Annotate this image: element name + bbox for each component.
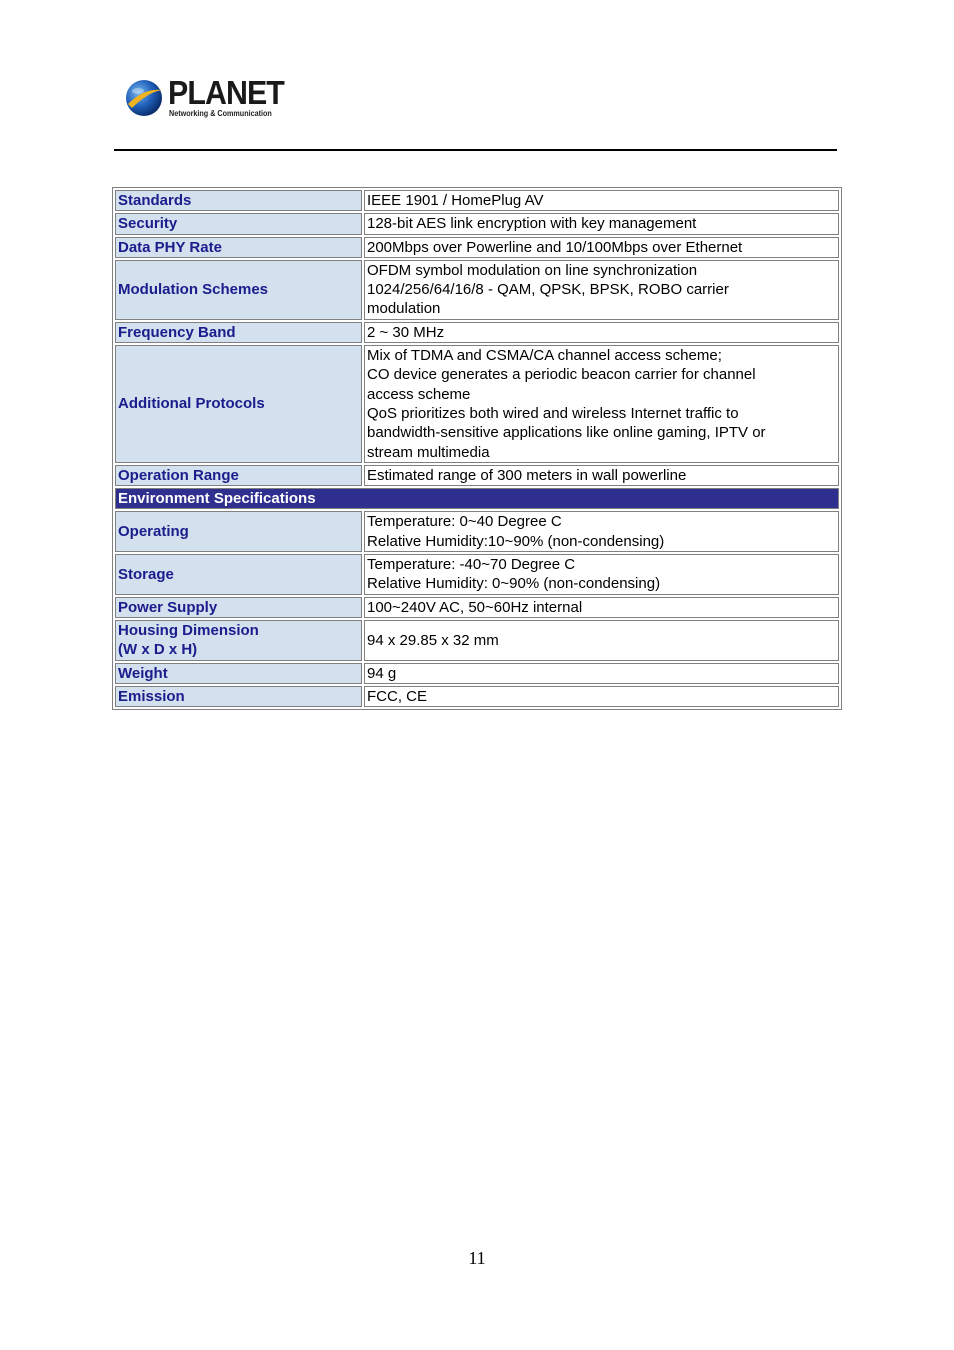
spec-value-line: stream multimedia <box>367 443 490 461</box>
spec-value <box>364 237 839 258</box>
spec-label-line: Data PHY Rate <box>118 238 222 256</box>
section-header-row <box>115 488 839 509</box>
spec-label <box>115 322 362 343</box>
spec-label-line: Storage <box>118 565 174 583</box>
spec-label-line: Standards <box>118 192 192 209</box>
spec-value-line: 2 ~ 30 MHz <box>367 323 445 341</box>
spec-row <box>115 465 839 486</box>
spec-label-line: Housing Dimension <box>118 621 259 639</box>
globe-logo-icon <box>124 78 164 118</box>
spec-row <box>115 511 839 552</box>
spec-row <box>115 237 839 258</box>
spec-label-line: Security <box>118 215 178 233</box>
spec-value-line: QoS prioritizes both wired and wireless Internet traffic to <box>367 404 739 422</box>
spec-value-line: OFDM symbol modulation on line synchronization <box>367 261 698 279</box>
spec-value <box>364 554 839 595</box>
spec-label <box>115 686 362 707</box>
spec-row <box>115 554 839 595</box>
spec-row <box>115 620 839 661</box>
spec-value-line: CO device generates a periodic beacon carrier for channel <box>367 366 756 384</box>
spec-label <box>115 597 362 618</box>
spec-value-line: Relative Humidity: 0~90% (non-condensing) <box>367 575 661 593</box>
spec-value-line: FCC, CE <box>367 687 427 705</box>
spec-value-line: Mix of TDMA and CSMA/CA channel access scheme; <box>367 347 722 365</box>
spec-value-line: 94 x 29.85 x 32 mm <box>367 631 499 649</box>
spec-value-line: IEEE 1901 / HomePlug AV <box>367 192 544 209</box>
spec-value <box>364 260 839 320</box>
spec-label-line: Power Supply <box>118 598 218 616</box>
spec-label <box>115 620 362 661</box>
spec-label-line: Weight <box>118 664 168 682</box>
spec-value-line: bandwidth-sensitive applications like online gaming, IPTV or <box>367 424 766 442</box>
spec-value <box>364 663 839 684</box>
spec-label <box>115 345 362 463</box>
spec-value <box>364 190 839 211</box>
spec-row <box>115 686 839 707</box>
spec-value-line: Estimated range of 300 meters in wall powerline <box>367 466 687 484</box>
specifications-body <box>115 190 839 707</box>
spec-label <box>115 465 362 486</box>
spec-row <box>115 260 839 320</box>
spec-row <box>115 322 839 343</box>
spec-value-line: 128-bit AES link encryption with key management <box>367 215 697 233</box>
spec-label <box>115 260 362 320</box>
spec-row <box>115 663 839 684</box>
spec-value <box>364 686 839 707</box>
brand-wordmark: PLANET <box>168 74 284 111</box>
spec-label-line: (W x D x H) <box>118 641 198 659</box>
spec-row <box>115 190 839 211</box>
spec-label-line: Additional Protocols <box>118 395 265 413</box>
spec-value <box>364 511 839 552</box>
spec-value <box>364 597 839 618</box>
spec-label <box>115 663 362 684</box>
spec-label <box>115 190 362 211</box>
spec-value-line: Temperature: 0~40 Degree C <box>367 513 562 531</box>
spec-label <box>115 554 362 595</box>
spec-row <box>115 345 839 463</box>
spec-value-line: Relative Humidity:10~90% (non-condensing) <box>367 532 665 550</box>
header-divider <box>114 149 837 151</box>
spec-label <box>115 511 362 552</box>
spec-label <box>115 213 362 234</box>
spec-row <box>115 213 839 234</box>
section-title: Environment Specifications <box>115 488 839 509</box>
brand-tagline: Networking & Communication <box>169 109 272 118</box>
spec-value <box>364 322 839 343</box>
spec-value-line: modulation <box>367 300 441 318</box>
planet-logo <box>124 76 294 122</box>
spec-label-line: Modulation Schemes <box>118 281 269 299</box>
spec-row <box>115 597 839 618</box>
spec-label-line: Operating <box>118 523 189 541</box>
spec-value <box>364 345 839 463</box>
spec-label-line: Frequency Band <box>118 323 236 341</box>
spec-label <box>115 237 362 258</box>
specifications-table <box>112 187 842 710</box>
spec-value <box>364 620 839 661</box>
spec-value-line: 100~240V AC, 50~60Hz internal <box>367 598 583 616</box>
spec-value-line: access scheme <box>367 385 471 403</box>
spec-value-line: 1024/256/64/16/8 - QAM, QPSK, BPSK, ROBO carrier <box>367 281 729 299</box>
spec-label-line: Operation Range <box>118 466 239 484</box>
spec-value <box>364 213 839 234</box>
spec-label-line: Emission <box>118 687 185 705</box>
spec-value-line: 200Mbps over Powerline and 10/100Mbps over Ethernet <box>367 238 743 256</box>
spec-value-line: 94 g <box>367 664 397 682</box>
page-number: 11 <box>468 1248 486 1268</box>
spec-value <box>364 465 839 486</box>
spec-value-line: Temperature: -40~70 Degree C <box>367 556 576 574</box>
